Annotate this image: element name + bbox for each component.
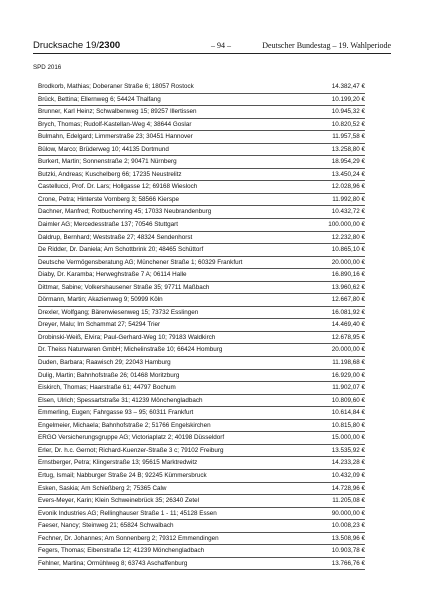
table-row: [38, 132, 365, 145]
donation-amount: 10.809,60 €: [331, 396, 365, 404]
table-row: [38, 383, 365, 396]
donor-name: Erler, Dr. h.c. Gernot; Richard-Kuenzer-Straße 3 c; 79102 Freiburg: [38, 446, 224, 454]
donor-name: Elsen, Ulrich; Spessartstraße 31; 41239 Mönchengladbach: [38, 396, 203, 404]
donor-name: Bülow, Marco; Brüderweg 10; 44135 Dortmund: [38, 145, 169, 153]
table-row: [38, 283, 365, 296]
donor-name: Duden, Barbara; Raawisch 29; 22043 Hamburg: [38, 359, 171, 367]
row-divider: [38, 168, 365, 169]
table-row: [38, 157, 365, 170]
donation-amount: 90.000,00 €: [331, 509, 365, 517]
donation-amount: 10.008,23 €: [331, 522, 365, 530]
donation-amount: 12.667,80 €: [331, 296, 365, 304]
donation-amount: 12.678,95 €: [331, 333, 365, 341]
donation-amount: 20.000,00 €: [331, 346, 365, 354]
donor-name: Fegers, Thomas; Eibenstraße 12; 41239 Mönchengladbach: [38, 547, 205, 555]
row-divider: [38, 343, 365, 344]
table-row: [38, 333, 365, 346]
donation-amount: 10.614,84 €: [331, 409, 365, 417]
table-row: [38, 446, 365, 459]
row-divider: [38, 231, 365, 232]
donation-amount: 11.198,68 €: [332, 359, 365, 367]
donation-amount: 14.728,96 €: [331, 484, 365, 492]
donor-name: Ernstberger, Petra; Klingerstraße 13; 95615 Marktredwitz: [38, 459, 198, 467]
table-row: [38, 233, 365, 246]
row-divider: [38, 356, 365, 357]
donation-amount: 11.957,58 €: [332, 133, 365, 141]
row-divider: [38, 293, 365, 294]
table-row: [38, 95, 365, 108]
donor-name: Drobinski-Weiß, Elvira; Paul-Gerhard-Weg 10; 79183 Waldkirch: [38, 333, 216, 341]
donor-name: Brych, Thomas; Rudolf-Kastellan-Weg 4; 38644 Goslar: [38, 120, 192, 128]
row-divider: [38, 394, 365, 395]
row-divider: [38, 544, 365, 545]
donation-amount: 10.199,20 €: [331, 95, 365, 103]
donor-name: Butzki, Andreas; Kuschelberg 66; 17235 Neustrelitz: [38, 170, 182, 178]
header-rule: [33, 53, 391, 54]
table-row: [38, 120, 365, 133]
row-divider: [38, 469, 365, 470]
donation-amount: 10.432,09 €: [331, 471, 365, 479]
table-row: [38, 509, 365, 522]
table-row: [38, 195, 365, 208]
donation-amount: 20.000,00 €: [331, 258, 365, 266]
donation-amount: 15.000,00 €: [331, 434, 365, 442]
table-row: [38, 182, 365, 195]
donation-amount: 13.508,96 €: [331, 534, 365, 542]
party-year-label: SPD 2016: [33, 64, 62, 71]
table-row: [38, 358, 365, 371]
donation-amount: 10.815,80 €: [331, 421, 365, 429]
row-divider: [38, 456, 365, 457]
donation-amount: 18.954,29 €: [331, 158, 365, 166]
donor-name: Dörmann, Martin; Akazienweg 9; 50999 Köln: [38, 296, 163, 304]
document-label: Drucksache 19/: [33, 40, 100, 51]
row-divider: [38, 205, 365, 206]
row-divider: [38, 155, 365, 156]
row-divider: [38, 180, 365, 181]
donor-name: De Ridder, Dr. Daniela; Am Schottbrink 20; 48465 Schüttorf: [38, 246, 204, 254]
row-divider: [38, 243, 365, 244]
row-divider: [38, 482, 365, 483]
donor-name: Dachner, Manfred; Rotbuchenring 45; 17033 Neubrandenburg: [38, 208, 212, 216]
donation-amount: 100.000,00 €: [328, 221, 365, 229]
donation-amount: 13.960,62 €: [331, 283, 365, 291]
donor-name: Dr. Theiss Naturwaren GmbH; Michelinstraße 10; 66424 Homburg: [38, 346, 223, 354]
table-row: [38, 408, 365, 421]
table-row: [38, 245, 365, 258]
donor-name: Eiskirch, Thomas; Haarstraße 61; 44797 Bochum: [38, 384, 176, 392]
page-header: [33, 40, 391, 54]
donation-amount: 13.766,76 €: [331, 559, 365, 567]
donor-name: Evers-Meyer, Karin; Klein Schweinebrück 35; 26340 Zetel: [38, 497, 200, 505]
donation-amount: 13.258,80 €: [331, 145, 365, 153]
donor-name: Brodkorb, Mathias; Doberaner Straße 6; 18057 Rostock: [38, 83, 194, 90]
donor-name: ERGO Versicherungsgruppe AG; Victoriaplatz 2; 40198 Düsseldorf: [38, 434, 225, 442]
donor-name: Crone, Petra; Hinterste Vornberg 3; 58566 Kierspe: [38, 195, 180, 203]
row-divider: [38, 105, 365, 106]
row-divider: [38, 532, 365, 533]
table-row: [38, 270, 365, 283]
table-row: [38, 433, 365, 446]
table-row: [38, 320, 365, 333]
row-divider: [38, 419, 365, 420]
table-row: [38, 170, 365, 183]
donor-name: Evonik Industries AG; Rellinghauser Straße 1 - 11; 45128 Essen: [38, 509, 217, 517]
table-row: [38, 258, 365, 271]
donation-table: [38, 82, 365, 571]
row-divider: [38, 193, 365, 194]
donation-amount: 12.028,96 €: [331, 183, 365, 191]
table-row: [38, 534, 365, 547]
table-row: [38, 546, 365, 559]
row-divider: [38, 444, 365, 445]
donor-name: Drexler, Wolfgang; Bärenwiesenweg 15; 73732 Esslingen: [38, 308, 199, 316]
table-row: [38, 484, 365, 497]
row-divider: [38, 143, 365, 144]
table-row: [38, 295, 365, 308]
row-divider: [38, 519, 365, 520]
row-divider: [38, 130, 365, 131]
donation-amount: 10.945,32 €: [331, 108, 365, 116]
row-divider: [38, 381, 365, 382]
table-row: [38, 207, 365, 220]
document-number-value: 2300: [99, 40, 121, 51]
document-number: [33, 40, 120, 51]
donor-name: Bulmahn, Edelgard; Limmerstraße 23; 30451 Hannover: [38, 133, 193, 141]
table-row: [38, 107, 365, 120]
table-row: [38, 458, 365, 471]
table-row: [38, 145, 365, 158]
table-row: [38, 396, 365, 409]
donor-name: Brück, Bettina; Ellernweg 6; 54424 Thalfang: [38, 95, 161, 103]
table-row: [38, 371, 365, 384]
donor-name: Daldrup, Bernhard; Weststraße 27; 48324 Sendenhorst: [38, 233, 193, 241]
donor-name: Fechner, Dr. Johannes; Am Sonnenberg 2; 79312 Emmendingen: [38, 534, 219, 542]
donation-amount: 10.820,52 €: [331, 120, 365, 128]
table-row: [38, 471, 365, 484]
table-row: [38, 82, 365, 95]
row-divider: [38, 406, 365, 407]
table-row: [38, 308, 365, 321]
donation-amount: 16.890,16 €: [331, 271, 365, 279]
donation-amount: 10.903,78 €: [331, 547, 365, 555]
donor-name: Deutsche Vermögensberatung AG; Münchener Straße 1; 60329 Frankfurt: [38, 258, 243, 266]
donation-amount: 10.432,72 €: [331, 208, 365, 216]
table-row: [38, 421, 365, 434]
donation-amount: 13.450,24 €: [331, 170, 365, 178]
table-row: [38, 559, 365, 572]
table-row: [38, 345, 365, 358]
donor-name: Dulig, Martin; Bahnhofstraße 26; 01468 Moritzburg: [38, 371, 180, 379]
donation-amount: 12.232,80 €: [331, 233, 365, 241]
table-row: [38, 521, 365, 534]
donor-name: Engelmeier, Michaela; Bahnhofstraße 2; 51766 Engelskirchen: [38, 421, 211, 429]
donation-amount: 11.205,08 €: [332, 497, 365, 505]
donation-amount: 14.233,28 €: [331, 459, 365, 467]
row-divider: [38, 557, 365, 558]
row-divider: [38, 218, 365, 219]
row-divider: [38, 507, 365, 508]
row-divider: [38, 318, 365, 319]
row-divider: [38, 431, 365, 432]
row-divider: [38, 369, 365, 370]
donation-amount: 10.865,10 €: [331, 246, 365, 254]
row-divider: [38, 569, 365, 570]
donor-name: Esken, Saskia; Am Schießberg 2; 75365 Calw: [38, 484, 167, 492]
donor-name: Brunner, Karl Heinz; Schwalbenweg 15; 89257 Illertissen: [38, 108, 197, 116]
donor-name: Faeser, Nancy; Steinweg 21; 65824 Schwalbach: [38, 522, 174, 530]
donation-amount: 14.382,47 €: [331, 83, 365, 90]
donor-name: Ertug, Ismail; Nabburger Straße 24 B; 92245 Kümmersbruck: [38, 471, 207, 479]
legislative-period: Deutscher Bundestag – 19. Wahlperiode: [262, 41, 391, 50]
donation-amount: 13.535,92 €: [331, 446, 365, 454]
row-divider: [38, 268, 365, 269]
row-divider: [38, 256, 365, 257]
donation-amount: 16.081,92 €: [331, 308, 365, 316]
donor-name: Dittmar, Sabine; Volkershausener Straße 35; 97711 Maßbach: [38, 283, 210, 291]
page-number: – 94 –: [211, 41, 231, 50]
donor-name: Dreyer, Malu; Im Schammat 27; 54294 Trier: [38, 321, 161, 329]
donor-name: Burkert, Martin; Sonnenstraße 2; 90471 Nürnberg: [38, 158, 177, 166]
donor-name: Fehlner, Martina; Ormühlweg 8; 63743 Aschaffenburg: [38, 559, 188, 567]
row-divider: [38, 306, 365, 307]
donation-amount: 16.929,00 €: [331, 371, 365, 379]
table-row: [38, 220, 365, 233]
table-row: [38, 496, 365, 509]
donor-name: Diaby, Dr. Karamba; Herweghstraße 7 A; 06114 Halle: [38, 271, 187, 279]
donor-name: Emmerling, Eugen; Fahrgasse 93 – 95; 60311 Frankfurt: [38, 409, 194, 417]
donation-amount: 14.469,40 €: [331, 321, 365, 329]
row-divider: [38, 93, 365, 94]
donation-amount: 11.902,07 €: [332, 384, 365, 392]
donation-amount: 11.992,80 €: [332, 195, 365, 203]
row-divider: [38, 494, 365, 495]
row-divider: [38, 331, 365, 332]
row-divider: [38, 118, 365, 119]
donor-name: Daimler AG; Mercedesstraße 137; 70546 Stuttgart: [38, 221, 178, 229]
donor-name: Castellucci, Prof. Dr. Lars; Hollgasse 12; 69168 Wiesloch: [38, 183, 198, 191]
row-divider: [38, 281, 365, 282]
